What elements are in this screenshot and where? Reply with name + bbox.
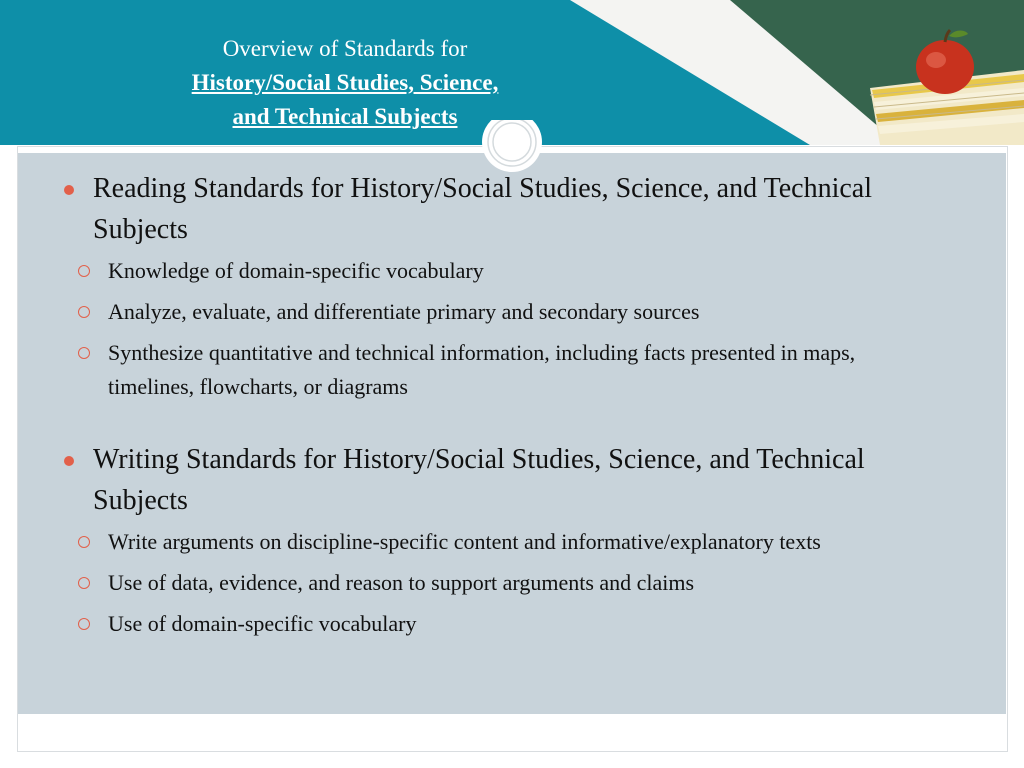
sub-bullet: [60, 295, 940, 329]
sub-bullet-text: Write arguments on discipline-specific content and informative/explanatory texts: [108, 529, 821, 554]
sub-bullet-text: Synthesize quantitative and technical information, including facts presented in maps, timelines, flowcharts, or diagrams: [108, 340, 856, 399]
sub-bullet: [60, 336, 940, 404]
sub-bullet-text: Use of domain-specific vocabulary: [108, 611, 417, 636]
sub-bullet-text: Analyze, evaluate, and differentiate primary and secondary sources: [108, 299, 700, 324]
section-writing: [60, 439, 940, 641]
circle-bullet-icon: [78, 577, 90, 589]
title-line-2: History/Social Studies, Science,: [191, 70, 499, 95]
sub-bullet: [60, 525, 940, 559]
circle-bullet-icon: [78, 265, 90, 277]
sub-bullet: [60, 607, 940, 641]
circle-bullet-icon: [78, 306, 90, 318]
sub-bullet-text: Use of data, evidence, and reason to support arguments and claims: [108, 570, 695, 595]
slide-title: [100, 32, 590, 134]
section-reading: [60, 168, 940, 404]
sub-bullet-text: Knowledge of domain-specific vocabulary: [108, 258, 484, 283]
bullet-dot-icon: [64, 456, 74, 466]
circle-bullet-icon: [78, 536, 90, 548]
title-line-3: and Technical Subjects: [232, 104, 458, 129]
bullet-dot-icon: [64, 185, 74, 195]
sub-bullet: [60, 566, 940, 600]
bullet-heading-text: Writing Standards for History/Social Studies, Science, and Technical Subjects: [93, 444, 865, 516]
circle-bullet-icon: [78, 347, 90, 359]
circle-bullet-icon: [78, 618, 90, 630]
title-line-1: Overview of Standards for: [222, 36, 468, 61]
bullet-heading: [60, 439, 940, 521]
sub-bullet: [60, 254, 940, 288]
bullet-heading: [60, 168, 940, 250]
bullet-heading-text: Reading Standards for History/Social Studies, Science, and Technical Subjects: [93, 173, 873, 245]
